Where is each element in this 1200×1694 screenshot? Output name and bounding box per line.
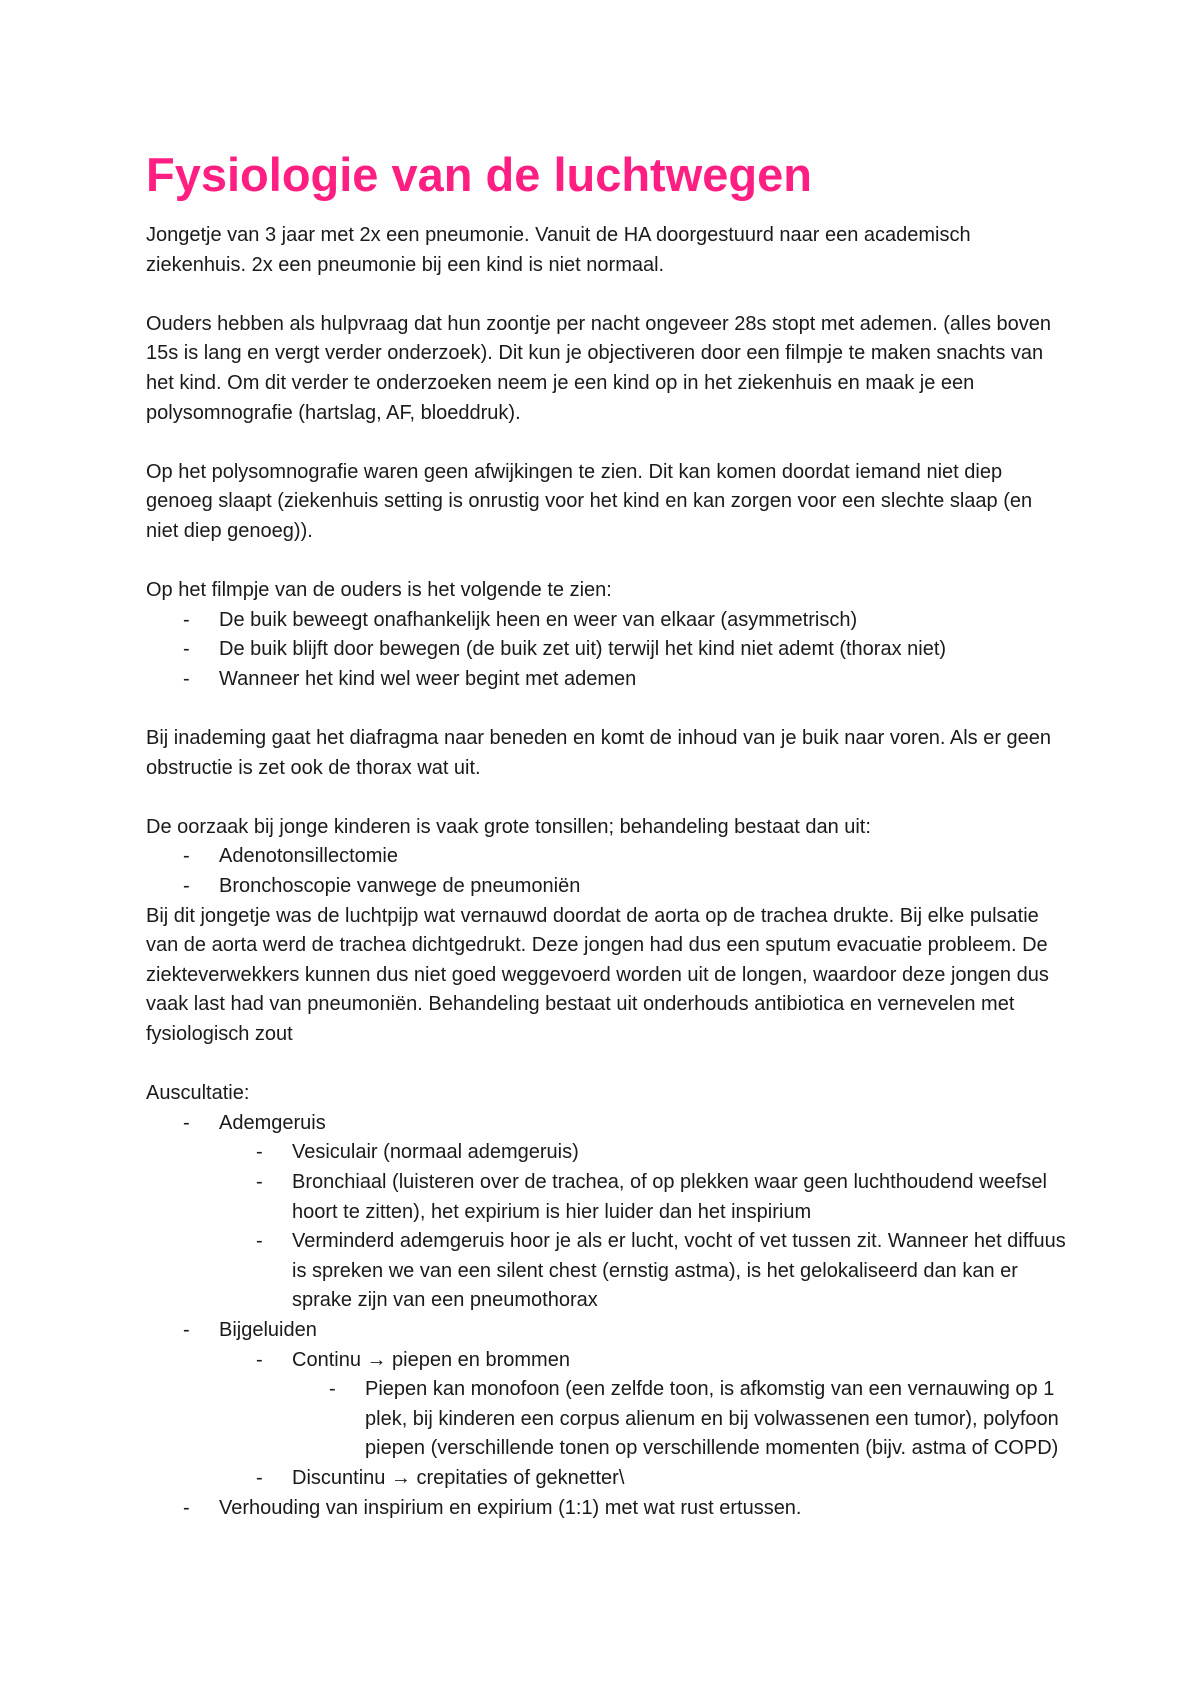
list-breath-sounds — [219, 1138, 1066, 1316]
list-item: - Verhouding van inspirium en expirium (1:1) met wat rust ertussen. — [183, 1496, 802, 1519]
list-item: - De buik blijft door bewegen (de buik zet uit) terwijl het kind niet ademt (thorax niet) — [183, 638, 947, 661]
list-item: - Discuntinu → crepitaties of geknetter\ — [256, 1466, 625, 1489]
document-body — [146, 221, 1066, 1523]
list-continuous-sounds — [292, 1375, 1066, 1464]
list-item: - Piepen kan monofoon (een zelfde toon, is afkomstig van een vernauwing op 1 plek, bij kinderen een corpus alienum en bij volwassenen een tumor), polyfoon piepen (verschillende tonen op verschillende momenten (bijv. astma of COPD) — [329, 1378, 1059, 1460]
paragraph-case-intro: Jongetje van 3 jaar met 2x een pneumonie. Vanuit de HA doorgestuurd naar een academisch ziekenhuis. 2x een pneumonie bij een kind is niet normaal. — [146, 224, 971, 276]
list-item: - Bronchiaal (luisteren over de trachea, of op plekken waar geen luchthoudend weefsel hoort te zitten), het expirium is hier luider dan het inspirium — [256, 1171, 1047, 1223]
list-item: - Wanneer het kind wel weer begint met ademen — [183, 667, 637, 690]
list-item: - De buik beweegt onafhankelijk heen en weer van elkaar (asymmetrisch) — [183, 608, 858, 631]
paragraph-diagnosis: Bij dit jongetje was de luchtpijp wat vernauwd doordat de aorta op de trachea drukte. Bij elke pulsatie van de aorta werd de trachea dichtgedrukt. Deze jongen had dus een sputum evacuatie probleem. De ziekteverwekkers kunnen dus niet goed weggevoerd worden uit de longen, waardoor deze jongen dus vaak last had van pneumoniën. Behandeling bestaat uit onderhouds antibiotica en vernevelen met fysiologisch zout — [146, 904, 1049, 1046]
list-item: - Adenotonsillectomie — [183, 845, 398, 868]
paragraph-help-question: Ouders hebben als hulpvraag dat hun zoontje per nacht ongeveer 28s stopt met ademen. (alles boven 15s is lang en vergt verder onderzoek). Dit kun je objectiveren door een filmpje te maken snachts van het kind. Om dit verder te onderzoeken neem je een kind op in het ziekenhuis en maak je een polysomnografie (hartslag, AF, bloeddruk). — [146, 312, 1052, 424]
paragraph-inhalation: Bij inademing gaat het diafragma naar beneden en komt de inhoud van je buik naar voren. Als er geen obstructie is zet ook de thorax wat uit. — [146, 727, 1052, 779]
list-item: - Continu → piepen en brommen - Piepen kan monofoon (een zelfde toon, is afkomstig van een vernauwing op 1 plek, bij kinderen een corpus alienum en bij volwassenen een tumor), polyfoon piepen (verschillende tonen op verschillende momenten (bijv. astma of COPD) — [219, 1346, 1066, 1464]
paragraph-cause: De oorzaak bij jonge kinderen is vaak grote tonsillen; behandeling bestaat dan uit: — [146, 815, 871, 838]
page-title: Fysiologie van de luchtwegen — [146, 148, 812, 201]
list-item: - Ademgeruis - Vesiculair (normaal ademgeruis) - Bronchiaal (luisteren over de trachea, of op plekken waar geen luchthoudend weefsel hoort te zitten), het expirium is hier luider dan het inspirium - Verminderd ademgeruis hoor je als er lucht, vocht of vet tussen zit. Wanneer het diffuus is spreken we van een silent chest (ernstig astma), is het gelokaliseerd dan kan er sprake zijn van een pneumothorax — [146, 1109, 1066, 1316]
list-item: - Bronchoscopie vanwege de pneumoniën — [183, 875, 581, 898]
list-item: - Verminderd ademgeruis hoor je als er lucht, vocht of vet tussen zit. Wanneer het diffuus is spreken we van een silent chest (ernstig astma), is het gelokaliseerd dan kan er sprake zijn van een pneumothorax — [256, 1230, 1066, 1312]
list-auscultation — [146, 1109, 1066, 1523]
list-treatment — [146, 842, 1066, 901]
list-added-sounds — [219, 1346, 1066, 1494]
list-video-observations — [146, 606, 1066, 695]
paragraph-polysomnography: Op het polysomnografie waren geen afwijkingen te zien. Dit kan komen doordat iemand niet diep genoeg slaapt (ziekenhuis setting is onrustig voor het kind en kan zorgen voor een slechte slaap (en niet diep genoeg)). — [146, 460, 1033, 542]
paragraph-auscultation-heading: Auscultatie: — [146, 1082, 250, 1105]
list-item: - Vesiculair (normaal ademgeruis) — [256, 1141, 579, 1164]
paragraph-video-intro: Op het filmpje van de ouders is het volgende te zien: — [146, 579, 612, 602]
list-item: - Bijgeluiden - Continu → piepen en brommen - Piepen kan monofoon (een zelfde toon, is afkomstig van een vernauwing op 1 plek, bij kinderen een corpus alienum en bij volwassenen een tumor), polyfoon piepen (verschillende tonen op verschillende momenten (bijv. astma of COPD) - Discuntinu → crepitaties of geknetter\ — [146, 1316, 1066, 1494]
